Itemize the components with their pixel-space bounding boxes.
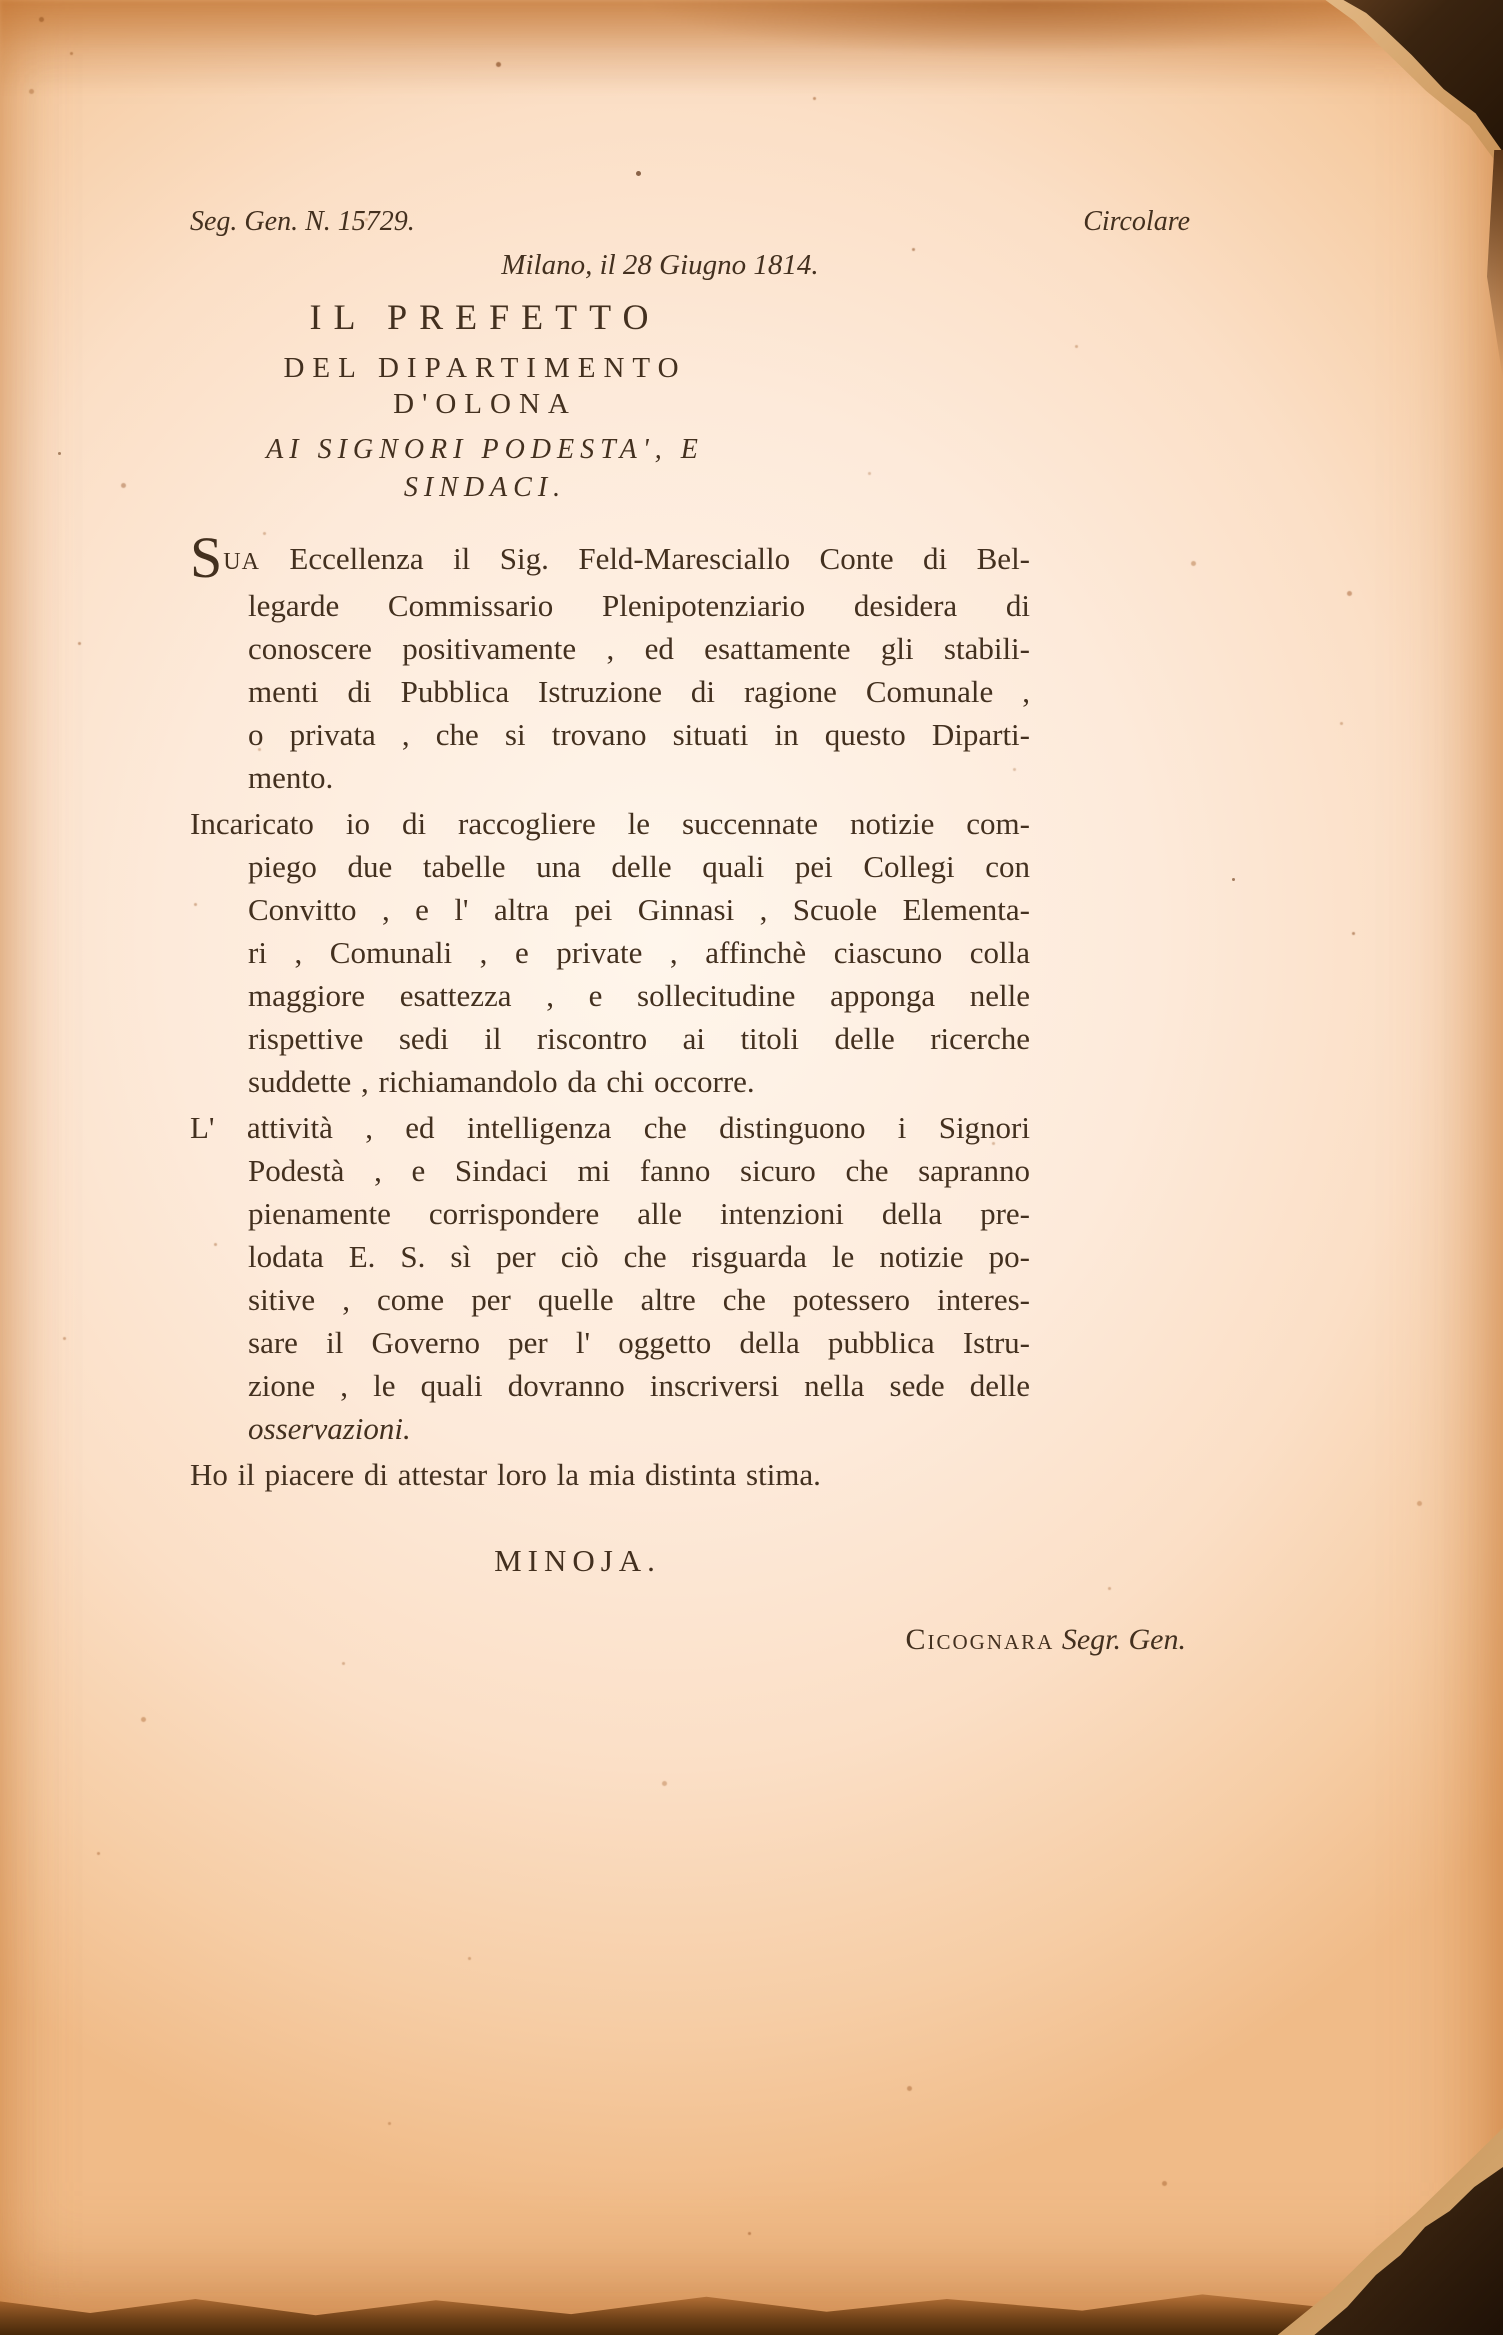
- torn-right-edge: [1487, 150, 1503, 380]
- body-text: [190, 525, 1030, 1496]
- paragraph-4: Ho il piacere di attestar loro la mia distinta stima.: [190, 1457, 821, 1492]
- header-row: [190, 205, 1190, 239]
- foxing-spots: [0, 0, 3, 3]
- paragraph-2-lines: [190, 802, 1030, 1103]
- text-line: osservazioni.: [248, 1411, 411, 1446]
- torn-corner-top-right: [1275, 0, 1503, 162]
- document-title: IL PREFETTO: [309, 297, 661, 337]
- secretary-title: Segr. Gen.: [1061, 1623, 1186, 1656]
- drop-cap-initial: S: [190, 525, 224, 590]
- text-line: Podestà , e Sindaci mi fanno sicuro che sapranno: [248, 1153, 1030, 1188]
- dateline: Milano, il 28 Giugno 1814.: [501, 249, 819, 281]
- paper-aging-bottom-edge: [0, 2277, 1503, 2335]
- document-addressees: AI SIGNORI PODESTA', E SINDACI.: [266, 434, 704, 503]
- text-line: legarde Commissario Plenipotenziario desidera di: [248, 588, 1030, 623]
- text-line: piego due tabelle una delle quali pei Collegi con: [248, 849, 1030, 884]
- signature-block: [190, 1543, 965, 1579]
- reference-number: Seg. Gen. N. 15729.: [190, 206, 415, 237]
- text-line: rispettive sedi il riscontro ai titoli delle ricerche: [248, 1021, 1030, 1056]
- text-line: L' attività , ed intelligenza che distinguono i Signori: [190, 1110, 1030, 1145]
- text-line: sare il Governo per l' oggetto della pubblica Istru-: [248, 1325, 1030, 1360]
- paragraph-1: [190, 525, 1030, 799]
- text-line: Convitto , e l' altra pei Ginnasi , Scuole Elementa-: [248, 892, 1030, 927]
- text-line: suddette , richiamandolo da chi occorre.: [248, 1064, 755, 1099]
- text-line: lodata E. S. sì per ciò che risguarda le notizie po-: [248, 1239, 1030, 1274]
- secretary-line: [190, 1623, 1190, 1657]
- signature-name: MINOJA.: [494, 1543, 661, 1578]
- paragraph-3: [190, 1106, 1030, 1450]
- text-line: Incaricato io di raccogliere le succennate notizie com-: [190, 806, 1030, 841]
- document-content: [190, 205, 1190, 1657]
- paragraph-1-lines: [190, 584, 1030, 799]
- small-caps-initial: UA: [223, 549, 260, 575]
- paragraph-3-lines: [190, 1106, 1030, 1450]
- text-line: o privata , che si trovano situati in questo Diparti-: [248, 717, 1030, 752]
- document-type-label: Circolare: [1083, 206, 1190, 237]
- text-line: pienamente corrispondere alle intenzioni della pre-: [248, 1196, 1030, 1231]
- document-subtitle: DEL DIPARTIMENTO D'OLONA: [283, 352, 687, 420]
- fold-highlight-bottom-right: [1273, 2110, 1503, 2335]
- text-line: sitive , come per quelle altre che potessero interes-: [248, 1282, 1030, 1317]
- paragraph-1-first-line: [190, 525, 1030, 590]
- text-line: mento.: [248, 760, 334, 795]
- paragraph-2: [190, 802, 1030, 1103]
- text-line: maggiore esattezza , e sollecitudine apponga nelle: [248, 978, 1030, 1013]
- text-line: menti di Pubblica Istruzione di ragione Comunale ,: [248, 674, 1030, 709]
- secretary-name: Cicognara: [905, 1623, 1055, 1656]
- text-line: zione , le quali dovranno inscriversi nella sede delle: [248, 1368, 1030, 1403]
- torn-corner-bottom-right: [1298, 2135, 1503, 2335]
- torn-corner-highlight-top-right: [1263, 0, 1503, 175]
- text-line: ri , Comunali , e private , affinchè ciascuno colla: [248, 935, 1030, 970]
- heading-block: [190, 295, 780, 507]
- paragraph-1-first-line-text: Eccellenza il Sig. Feld-Maresciallo Conte di Bel-: [259, 541, 1030, 576]
- text-line: conoscere positivamente , ed esattamente gli stabili-: [248, 631, 1030, 666]
- paper-aging-top-edge: [0, 0, 1503, 95]
